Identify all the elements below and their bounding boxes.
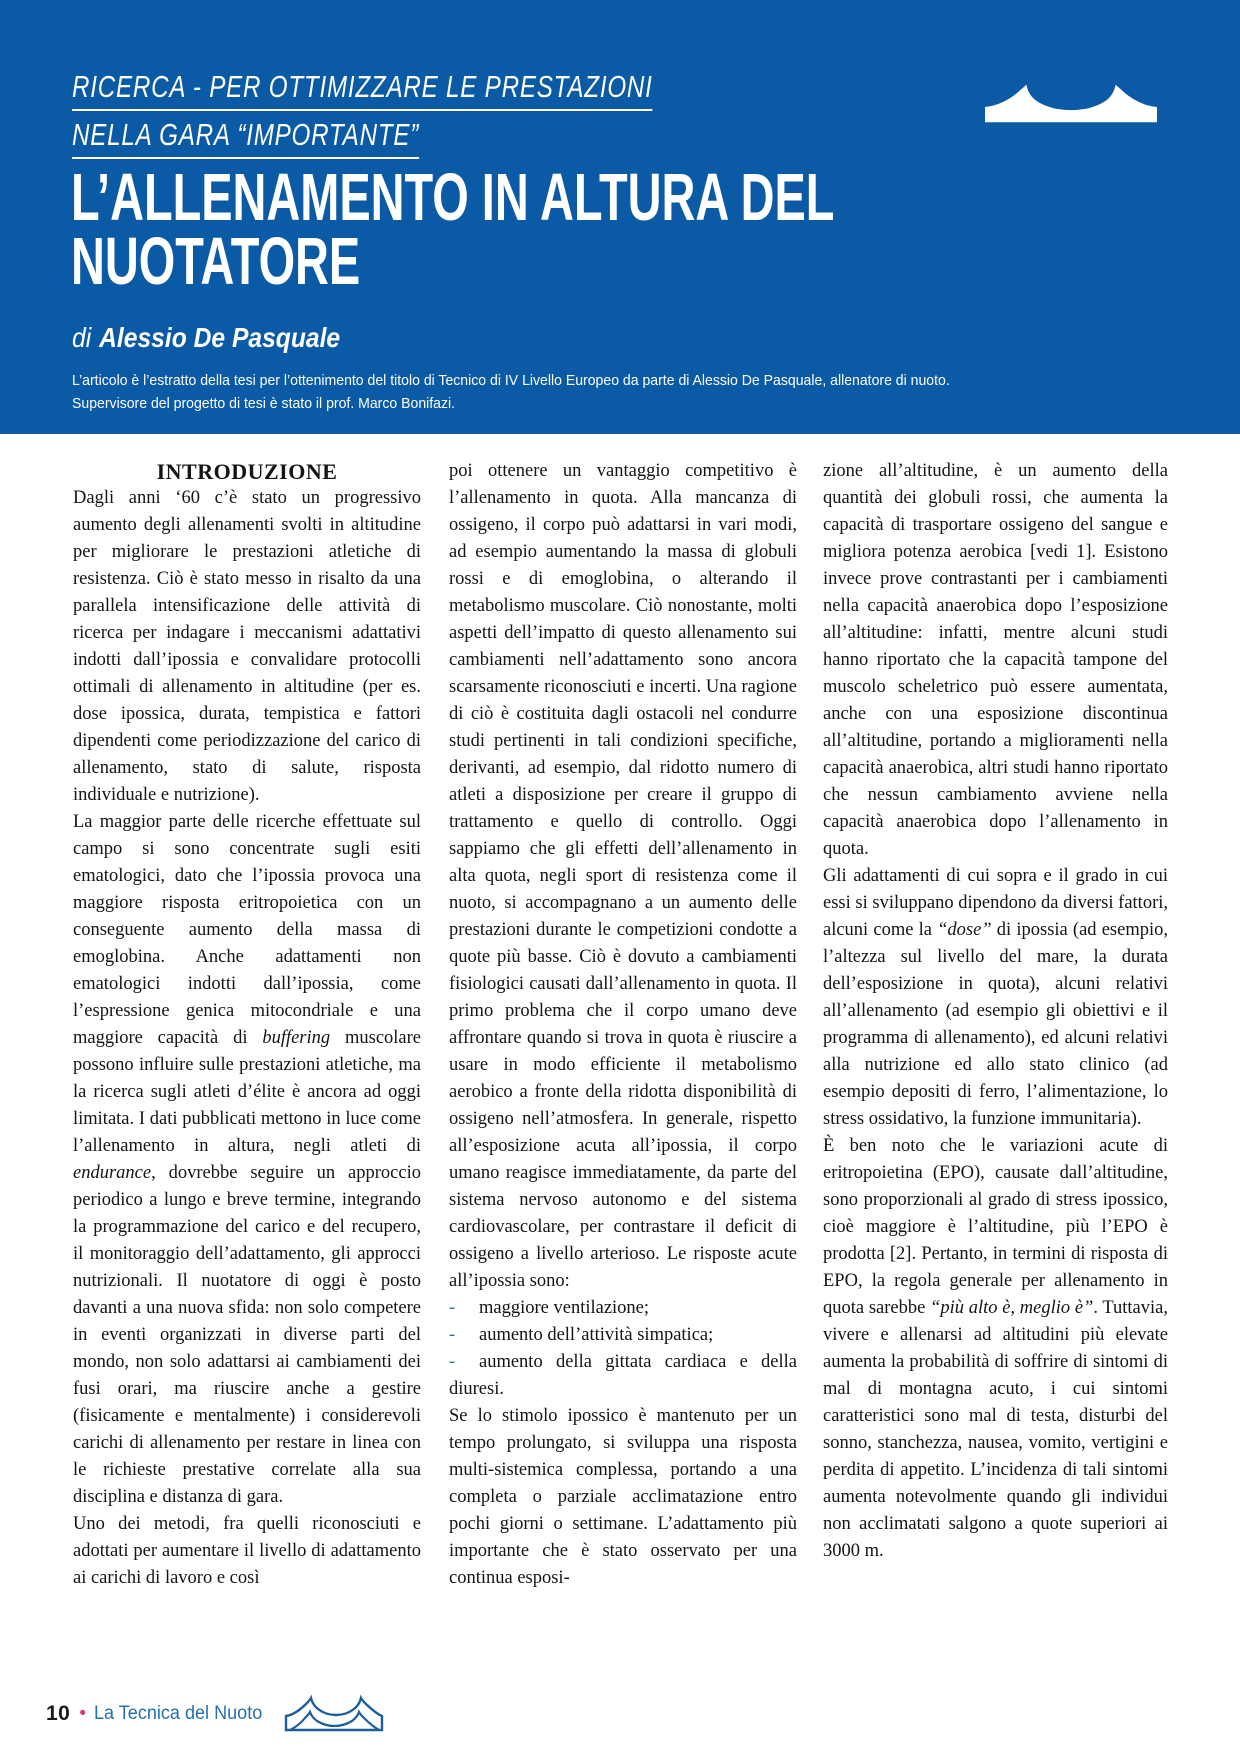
- byline-name: Alessio De Pasquale: [99, 322, 341, 353]
- list-item: - maggiore ventilazione;: [449, 1295, 797, 1322]
- magazine-name: La Tecnica del Nuoto: [94, 1703, 263, 1724]
- paragraph: È ben noto che le variazioni acute di eritropoietina (EPO), causate dall’altitudine, sono proporzionali al grado di stress ipossico, cioè maggiore è l’altitudine, più l’EPO è prodotta [2]. Pertanto, in termini di risposta di EPO, la regola generale per allenamento in quota sarebbe “più alto è, meglio è”. Tuttavia, vivere e allenarsi ad altitudini più elevate aumenta la probabilità di soffrire di sintomi di mal di montagna acuto, i cui sintomi caratteristici sono mal di testa, disturbi del sonno, stanchezza, nausea, vomito, vertigini e perdita di appetito. L’incidenza di tali sintomi aumenta notevolmente quando gli individui non acclimatati salgono a quote superiori ai 3000 m.: [823, 1136, 1168, 1561]
- kicker-line-1: RICERCA - PER OTTIMIZZARE LE PRESTAZIONI: [72, 68, 653, 111]
- footer-wave-logo-icon: [283, 1694, 385, 1734]
- byline-prefix: di: [72, 322, 92, 353]
- byline: [72, 322, 340, 354]
- header-band: [0, 0, 1240, 434]
- footer-bullet-icon: •: [79, 1703, 87, 1724]
- text-column-3: [823, 458, 1168, 1676]
- note-line-1: L’articolo è l’estratto della tesi per l’ottenimento del titolo di Tecnico di IV Livello Europeo da parte di Alessio De Pasquale, allenatore di nuoto.: [72, 373, 950, 389]
- list-dash-icon: -: [449, 1325, 456, 1345]
- list-dash-icon: -: [449, 1352, 456, 1372]
- kicker-line-2: NELLA GARA “IMPORTANTE”: [72, 116, 419, 159]
- paragraph: Dagli anni ‘60 c’è stato un progressivo aumento degli allenamenti svolti in altitudine per migliorare le prestazioni atletiche di resistenza. Ciò è stato messo in risalto da una parallela intensificazione delle attività di ricerca per indagare i meccanismi adattativi indotti dall’ipossia e convalidare protocolli ottimali di allenamento in altitudine (per es. dose ipossica, durata, tempistica e fattori dipendenti come periodizzazione del carico di allenamento, stato di salute, risposta individuale e nutrizione).: [73, 488, 421, 805]
- paragraph: La maggior parte delle ricerche effettuate sul campo si sono concentrate sugli esiti ematologici, dato che l’ipossia provoca una maggiore risposta eritropoietica con un conseguente aumento della massa di emoglobina. Anche adattamenti non ematologici indotti dall’ipossia, come l’espressione genica mitocondriale e una maggiore capacità di buffering muscolare possono influire sulle prestazioni atletiche, ma la ricerca sugli atleti d’élite è ancora ad oggi limitata. I dati pubblicati mettono in luce come l’allenamento in altura, negli atleti di endurance, dovrebbe seguire un approccio periodico a lungo e breve termine, integrando la programmazione del carico e del recupero, il monitoraggio dell’adattamento, gli approcci nutrizionali. Il nuotatore di oggi è posto davanti a una nuova sfida: non solo competere in eventi organizzati in diverse parti del mondo, non solo adattarsi ai cambiamenti dei fusi orari, ma riuscire anche a gestire (fisicamente e mentalmente) i considerevoli carichi di allenamento per restare in linea con le richieste prestative correlate alla sua disciplina e distanza di gara.: [73, 812, 421, 1507]
- title-line-1: L’ALLENAMENTO IN ALTURA DEL: [71, 160, 835, 235]
- text-column-1: [73, 458, 421, 1676]
- article-note: [72, 370, 950, 416]
- paragraph: Gli adattamenti di cui sopra e il grado in cui essi si sviluppano dipendono da diversi fattori, alcuni come la “dose” di ipossia (ad esempio, l’altezza sul livello del mare, la durata dell’esposizione in quota), alcuni relativi all’allenamento (ad esempio gli obiettivi e il programma di allenamento), ed alcuni relativi alla nutrizione ed allo stato clinico (ad esempio depositi di ferro, l’alimentazione, lo stress ossidativo, la funzione immunitaria).: [823, 866, 1168, 1129]
- list-item: - aumento della gittata cardiaca e della diuresi.: [449, 1349, 797, 1403]
- article-title: [71, 160, 835, 299]
- paragraph: Uno dei metodi, fra quelli riconosciuti e adottati per aumentare il livello di adattamento ai carichi di lavoro e così: [73, 1514, 421, 1588]
- kicker: [72, 68, 653, 164]
- page-number: 10: [46, 1702, 71, 1725]
- section-heading: INTRODUZIONE: [156, 459, 338, 484]
- paragraph: poi ottenere un vantaggio competitivo è l’allenamento in quota. Alla mancanza di ossigeno, il corpo può adattarsi in vari modi, ad esempio aumentando la massa di globuli rossi e di emoglobina, o alterando il metabolismo muscolare. Ciò nonostante, molti aspetti dell’impatto di questo allenamento sui cambiamenti nell’adattamento sono ancora scarsamente riconosciuti e incerti. Una ragione di ciò è costituita dagli ostacoli nel condurre studi pertinenti in tali condizioni specifiche, derivanti, ad esempio, dal ridotto numero di atleti a disposizione per creare il gruppo di trattamento e quello di controllo. Oggi sappiamo che gli effetti dell’allenamento in alta quota, negli sport di resistenza come il nuoto, si accompagnano a un aumento delle prestazioni durante le competizioni condotte a quote più basse. Ciò è dovuto a cambiamenti fisiologici causati dall’allenamento in quota. Il primo problema che il corpo umano deve affrontare quando si trova in quota è riuscire a usare in modo efficiente il metabolismo aerobico a fronte della ridotta disponibilità di ossigeno nell’atmosfera. In generale, rispetto all’esposizione acuta all’ipossia, il corpo umano reagisce immediatamente, da parte del sistema nervoso autonomo e del sistema cardiovascolare, per contrastare il deficit di ossigeno a livello arterioso. Le risposte acute all’ipossia sono:: [449, 461, 797, 1291]
- text-column-2: [449, 458, 797, 1676]
- footer: [46, 1694, 385, 1734]
- paragraph: Se lo stimolo ipossico è mantenuto per un tempo prolungato, si sviluppa una risposta multi-sistemica complessa, portando a una completa o parziale acclimatazione entro pochi giorni o settimane. L’adattamento più importante che è stato osservato per una continua esposi-: [449, 1406, 797, 1588]
- list-dash-icon: -: [449, 1298, 456, 1318]
- list-item: - aumento dell’attività simpatica;: [449, 1322, 797, 1349]
- wave-logo-icon: [985, 84, 1157, 124]
- title-line-2: NUOTATORE: [71, 224, 361, 299]
- note-line-2: Supervisore del progetto di tesi è stato il prof. Marco Bonifazi.: [72, 396, 456, 412]
- paragraph: zione all’altitudine, è un aumento della quantità dei globuli rossi, che aumenta la capacità di trasportare ossigeno del sangue e migliora potenza aerobica [vedi 1]. Esistono invece prove contrastanti per i cambiamenti nella capacità anaerobica dopo l’esposizione all’altitudine: infatti, mentre alcuni studi hanno riportato che la capacità tampone del muscolo scheletrico può essere aumentata, anche con una esposizione discontinua all’altitudine, portando a miglioramenti nella capacità anaerobica, altri studi hanno riportato che nessun cambiamento avviene nella capacità anaerobica dopo l’allenamento in quota.: [823, 461, 1168, 859]
